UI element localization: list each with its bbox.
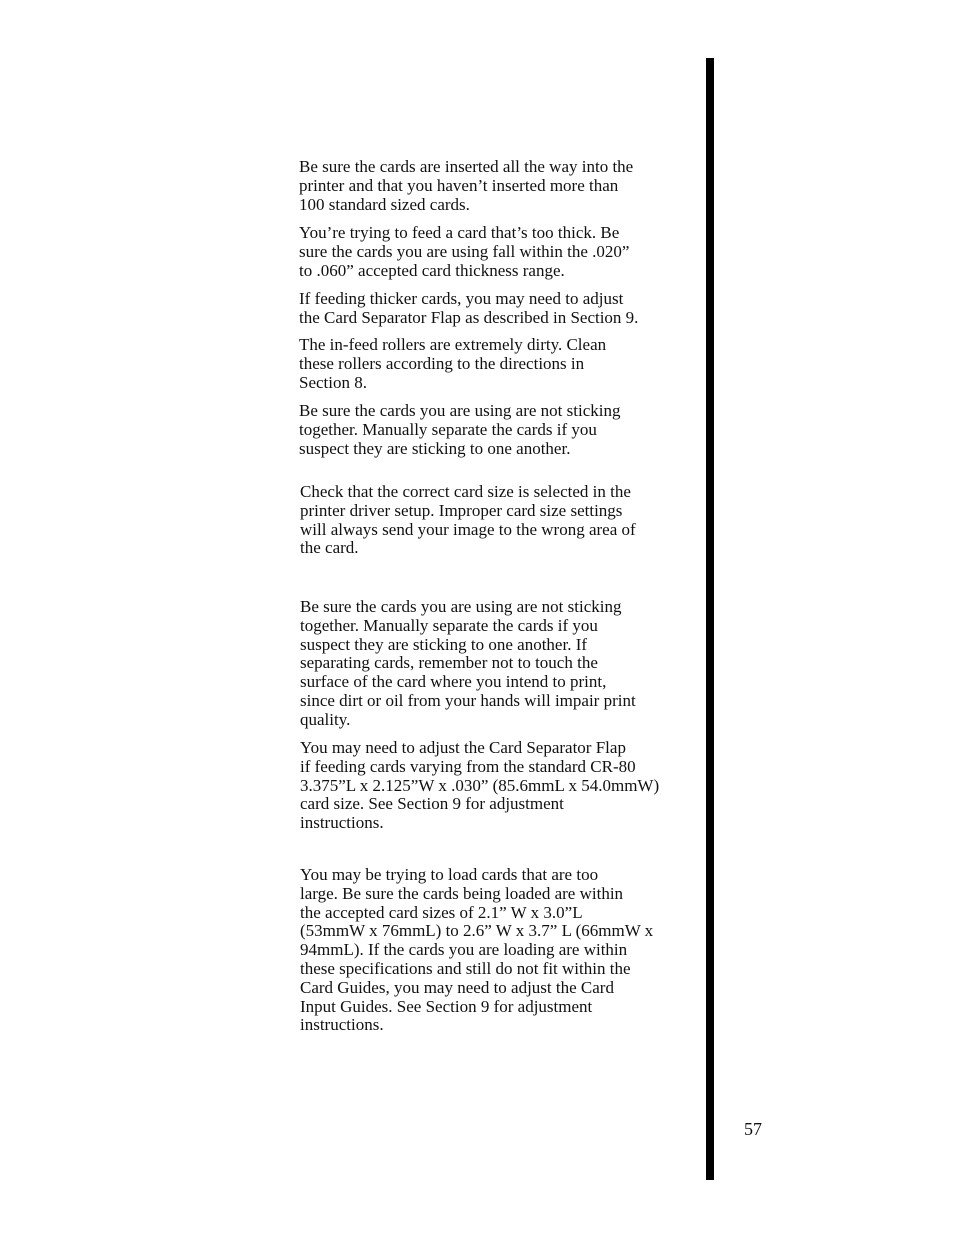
- paragraph-card-too-thick: You’re trying to feed a card that’s too thick. Be sure the cards you are using fall within the .020” to .060” accepted card thickness range.: [299, 223, 630, 280]
- paragraph-thicker-cards: If feeding thicker cards, you may need to adjust the Card Separator Flap as described in Section 9.: [299, 289, 639, 327]
- paragraph-dirty-rollers: The in-feed rollers are extremely dirty. Clean these rollers according to the directions in Section 8.: [299, 335, 607, 392]
- page-number: 57: [744, 1119, 762, 1139]
- paragraph-sticking-cards: Be sure the cards you are using are not sticking together. Manually separate the cards if you suspect they are sticking to one another.: [299, 401, 621, 458]
- paragraph-separate-cards: Be sure the cards you are using are not sticking together. Manually separate the cards if you suspect they are sticking to one another. If separating cards, remember not to touch the surface of the card where you intend to print, since dirt or oil from your hands will impair print quality.: [300, 597, 636, 729]
- paragraph-card-size-setup: Check that the correct card size is selected in the printer driver setup. Improper card size settings will always send your image to the wrong area of the card.: [300, 482, 636, 558]
- paragraph-separator-flap: You may need to adjust the Card Separator Flap if feeding cards varying from the standard CR-80 3.375”L x 2.125”W x .030” (85.6mmL x 54.0mmW) card size. See Section 9 for adjustment instructions.: [300, 738, 660, 833]
- paragraph-cards-too-large: You may be trying to load cards that are too large. Be sure the cards being loaded are within the accepted card sizes of 2.1” W x 3.0”L (53mmW x 76mmL) to 2.6” W x 3.7” L (66mmW x 94mmL). If the cards you are loading are within these specifications and still do not fit within the Card Guides, you may need to adjust the Card Input Guides. See Section 9 for adjustment instructions.: [300, 865, 654, 1035]
- margin-rule: [706, 58, 714, 1180]
- paragraph-cards-inserted: Be sure the cards are inserted all the way into the printer and that you haven’t inserted more than 100 standard sized cards.: [299, 157, 634, 214]
